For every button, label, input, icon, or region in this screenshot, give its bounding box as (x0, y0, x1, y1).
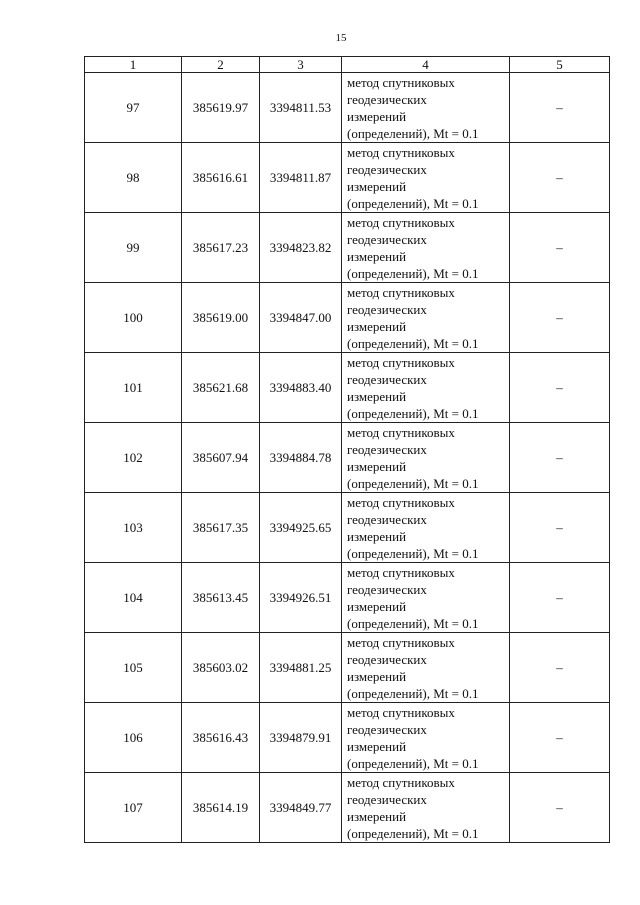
table-row (85, 493, 610, 563)
table-row (85, 143, 610, 213)
method-line: метод спутниковых (347, 634, 455, 650)
point-number-cell: 99 (85, 213, 182, 283)
point-number-cell: 102 (85, 423, 182, 493)
method-cell (342, 213, 510, 283)
method-cell (342, 283, 510, 353)
note-cell: – (510, 143, 610, 213)
method-cell (342, 773, 510, 843)
y-coordinate-cell: 3394847.00 (260, 283, 342, 353)
method-line: (определений), Mt = 0.1 (347, 195, 479, 211)
method-cell (342, 563, 510, 633)
method-line: (определений), Mt = 0.1 (347, 125, 479, 141)
method-line: метод спутниковых (347, 284, 455, 300)
y-coordinate-cell: 3394884.78 (260, 423, 342, 493)
method-line: метод спутниковых (347, 144, 455, 160)
method-line: измерений (347, 388, 407, 404)
point-number-cell: 98 (85, 143, 182, 213)
note-cell: – (510, 423, 610, 493)
x-coordinate-cell: 385617.35 (182, 493, 260, 563)
y-coordinate-cell: 3394883.40 (260, 353, 342, 423)
x-coordinate-cell: 385617.23 (182, 213, 260, 283)
x-coordinate-cell: 385619.00 (182, 283, 260, 353)
y-coordinate-cell: 3394811.53 (260, 73, 342, 143)
method-cell (342, 143, 510, 213)
header-col-3: 3 (260, 57, 342, 73)
method-line: измерений (347, 248, 407, 264)
x-coordinate-cell: 385616.43 (182, 703, 260, 773)
method-cell (342, 633, 510, 703)
method-line: (определений), Mt = 0.1 (347, 615, 479, 631)
method-line: геодезических (347, 721, 427, 737)
table-row (85, 423, 610, 493)
method-line: геодезических (347, 301, 427, 317)
method-line: (определений), Mt = 0.1 (347, 335, 479, 351)
y-coordinate-cell: 3394881.25 (260, 633, 342, 703)
y-coordinate-cell: 3394811.87 (260, 143, 342, 213)
method-cell (342, 423, 510, 493)
method-line: измерений (347, 318, 407, 334)
table-row (85, 773, 610, 843)
x-coordinate-cell: 385613.45 (182, 563, 260, 633)
point-number-cell: 103 (85, 493, 182, 563)
method-cell (342, 493, 510, 563)
method-cell (342, 73, 510, 143)
method-line: измерений (347, 458, 407, 474)
header-col-1: 1 (85, 57, 182, 73)
point-number-cell: 97 (85, 73, 182, 143)
y-coordinate-cell: 3394925.65 (260, 493, 342, 563)
y-coordinate-cell: 3394879.91 (260, 703, 342, 773)
method-line: измерений (347, 808, 407, 824)
table-row (85, 563, 610, 633)
method-line: (определений), Mt = 0.1 (347, 685, 479, 701)
method-line: измерений (347, 598, 407, 614)
method-line: геодезических (347, 231, 427, 247)
table-body (85, 73, 610, 843)
note-cell: – (510, 493, 610, 563)
note-cell: – (510, 563, 610, 633)
method-line: измерений (347, 738, 407, 754)
point-number-cell: 105 (85, 633, 182, 703)
note-cell: – (510, 633, 610, 703)
method-cell (342, 703, 510, 773)
y-coordinate-cell: 3394926.51 (260, 563, 342, 633)
method-cell (342, 353, 510, 423)
point-number-cell: 107 (85, 773, 182, 843)
header-col-5: 5 (510, 57, 610, 73)
method-line: измерений (347, 528, 407, 544)
method-line: измерений (347, 668, 407, 684)
x-coordinate-cell: 385614.19 (182, 773, 260, 843)
method-line: геодезических (347, 581, 427, 597)
table-header-row (85, 57, 610, 73)
table-row (85, 353, 610, 423)
method-line: (определений), Mt = 0.1 (347, 265, 479, 281)
method-line: (определений), Mt = 0.1 (347, 475, 479, 491)
note-cell: – (510, 353, 610, 423)
method-line: метод спутниковых (347, 74, 455, 90)
y-coordinate-cell: 3394849.77 (260, 773, 342, 843)
method-line: геодезических (347, 511, 427, 527)
method-line: метод спутниковых (347, 424, 455, 440)
page-number: 15 (335, 32, 347, 44)
method-line: метод спутниковых (347, 354, 455, 370)
coordinates-table (84, 56, 610, 843)
x-coordinate-cell: 385619.97 (182, 73, 260, 143)
y-coordinate-cell: 3394823.82 (260, 213, 342, 283)
header-col-4: 4 (342, 57, 510, 73)
note-cell: – (510, 213, 610, 283)
table-row (85, 703, 610, 773)
method-line: метод спутниковых (347, 214, 455, 230)
method-line: (определений), Mt = 0.1 (347, 405, 479, 421)
table-row (85, 633, 610, 703)
table-row (85, 213, 610, 283)
method-line: измерений (347, 108, 407, 124)
method-line: (определений), Mt = 0.1 (347, 825, 479, 841)
point-number-cell: 104 (85, 563, 182, 633)
x-coordinate-cell: 385616.61 (182, 143, 260, 213)
x-coordinate-cell: 385603.02 (182, 633, 260, 703)
header-col-2: 2 (182, 57, 260, 73)
method-line: геодезических (347, 161, 427, 177)
point-number-cell: 106 (85, 703, 182, 773)
x-coordinate-cell: 385607.94 (182, 423, 260, 493)
method-line: геодезических (347, 651, 427, 667)
method-line: (определений), Mt = 0.1 (347, 545, 479, 561)
method-line: метод спутниковых (347, 494, 455, 510)
method-line: метод спутниковых (347, 774, 455, 790)
note-cell: – (510, 283, 610, 353)
point-number-cell: 100 (85, 283, 182, 353)
table-row (85, 283, 610, 353)
method-line: геодезических (347, 441, 427, 457)
x-coordinate-cell: 385621.68 (182, 353, 260, 423)
note-cell: – (510, 73, 610, 143)
method-line: метод спутниковых (347, 704, 455, 720)
method-line: геодезических (347, 371, 427, 387)
method-line: геодезических (347, 91, 427, 107)
note-cell: – (510, 773, 610, 843)
method-line: метод спутниковых (347, 564, 455, 580)
method-line: измерений (347, 178, 407, 194)
point-number-cell: 101 (85, 353, 182, 423)
method-line: (определений), Mt = 0.1 (347, 755, 479, 771)
note-cell: – (510, 703, 610, 773)
table-row (85, 73, 610, 143)
method-line: геодезических (347, 791, 427, 807)
